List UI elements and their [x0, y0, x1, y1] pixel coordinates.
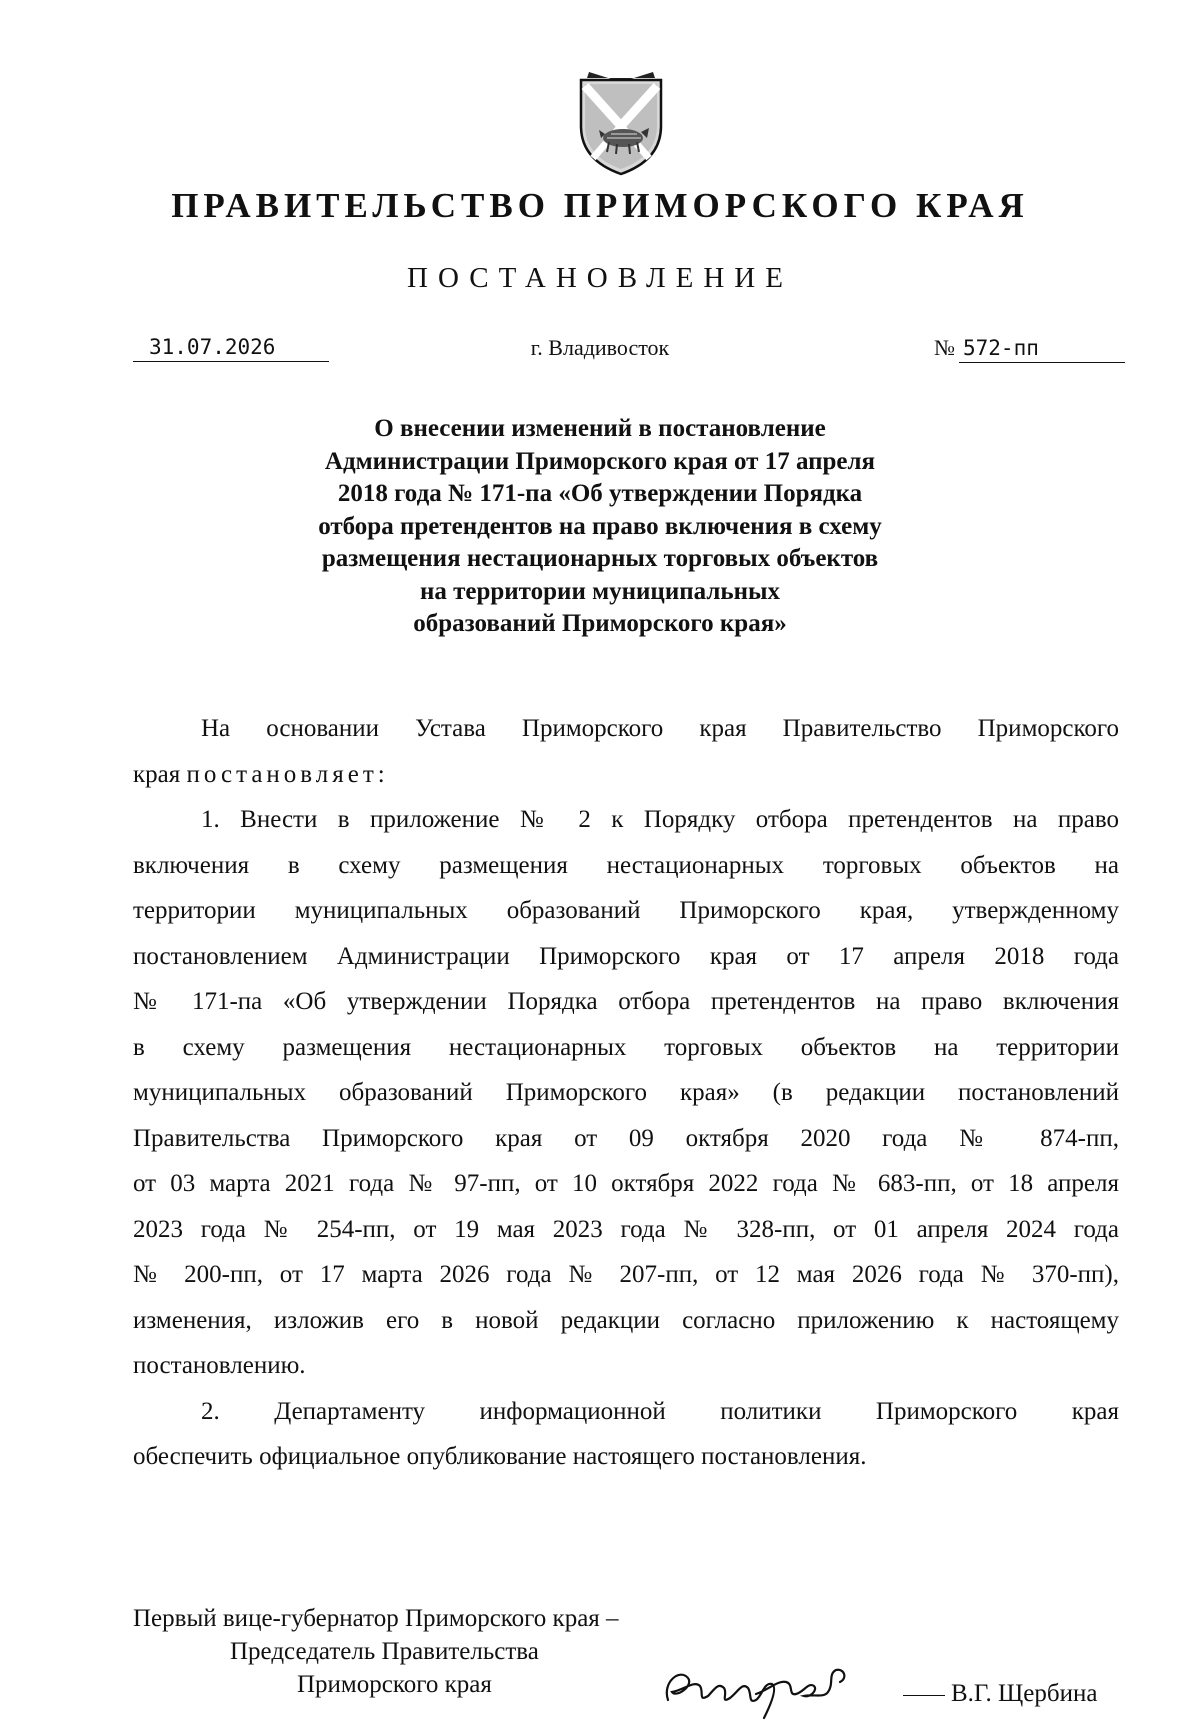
document-type: ПОСТАНОВЛЕНИЕ	[407, 262, 793, 294]
signatory	[903, 1680, 1097, 1708]
body-line: постановлению.	[133, 1352, 306, 1379]
body-line: обеспечить официальное опубликование настоящего постановления.	[133, 1443, 867, 1470]
number-value: 572-пп	[959, 336, 1125, 363]
title-line: 2018 года № 171-па «Об утверждении Порядка	[337, 480, 863, 507]
coat-of-arms-icon	[571, 68, 671, 180]
body-line: 2023 года № 254-пп, от 19 мая 2023 года № 328-пп, от 01 апреля 2024 года	[133, 1215, 1119, 1243]
title-line: отбора претендентов на право включения в схему	[318, 512, 882, 540]
document-title	[230, 413, 970, 641]
body-line	[133, 752, 1119, 798]
signatory-position	[133, 1602, 619, 1701]
organization-title: ПРАВИТЕЛЬСТВО ПРИМОРСКОГО КРАЯ	[171, 186, 1029, 225]
document-number	[934, 335, 1125, 363]
body-line: № 200-пп, от 17 марта 2026 года № 207-пп, от 12 мая 2026 года № 370-пп),	[133, 1261, 1119, 1288]
title-line: размещения нестационарных торговых объектов	[321, 545, 879, 572]
intro-verb: постановляет:	[186, 760, 389, 788]
body-line: 2. Департаменту информационной политики Приморского края	[201, 1397, 1119, 1425]
body-line: 1. Внести в приложение № 2 к Порядку отбора претендентов на право	[201, 806, 1119, 833]
position-line: Первый вице-губернатор Приморского края –	[133, 1605, 619, 1632]
document-city: г. Владивосток	[530, 335, 670, 360]
body-line: № 171-па «Об утверждении Порядка отбора претендентов на право включения	[133, 988, 1119, 1015]
position-line: Приморского края	[297, 1671, 492, 1698]
body-line: муниципальных образований Приморского края» (в редакции постановлений	[133, 1079, 1119, 1106]
title-line: О внесении изменений в постановление	[374, 415, 826, 442]
body-line: от 03 марта 2021 года № 97-пп, от 10 октября 2022 года № 683-пп, от 18 апреля	[133, 1170, 1119, 1197]
body-line: изменения, изложив его в новой редакции согласно приложению к настоящему	[133, 1306, 1119, 1334]
document-body	[133, 706, 1119, 1480]
body-line: территории муниципальных образований Приморского края, утвержденному	[133, 897, 1119, 924]
handwritten-signature	[658, 1652, 898, 1722]
body-line: в схему размещения нестационарных торговых объектов на территории	[133, 1033, 1119, 1061]
title-line: на территории муниципальных	[419, 577, 781, 605]
body-line: постановлением Администрации Приморского края от 17 апреля 2018 года	[133, 942, 1119, 970]
number-label: №	[934, 335, 955, 360]
intro-prefix: края	[133, 760, 187, 788]
body-line: Правительства Приморского края от 09 октября 2020 года № 874-пп,	[133, 1124, 1119, 1152]
document-date: 31.07.2026	[133, 335, 329, 362]
position-line: Председатель Правительства	[230, 1638, 539, 1665]
title-line: Администрации Приморского края от 17 апреля	[324, 447, 876, 475]
body-line: На основании Устава Приморского края Правительство Приморского	[201, 715, 1119, 742]
body-line: включения в схему размещения нестационарных торговых объектов на	[133, 851, 1119, 879]
signatory-name: В.Г. Щербина	[951, 1680, 1098, 1707]
title-line: образований Приморского края»	[413, 610, 787, 637]
